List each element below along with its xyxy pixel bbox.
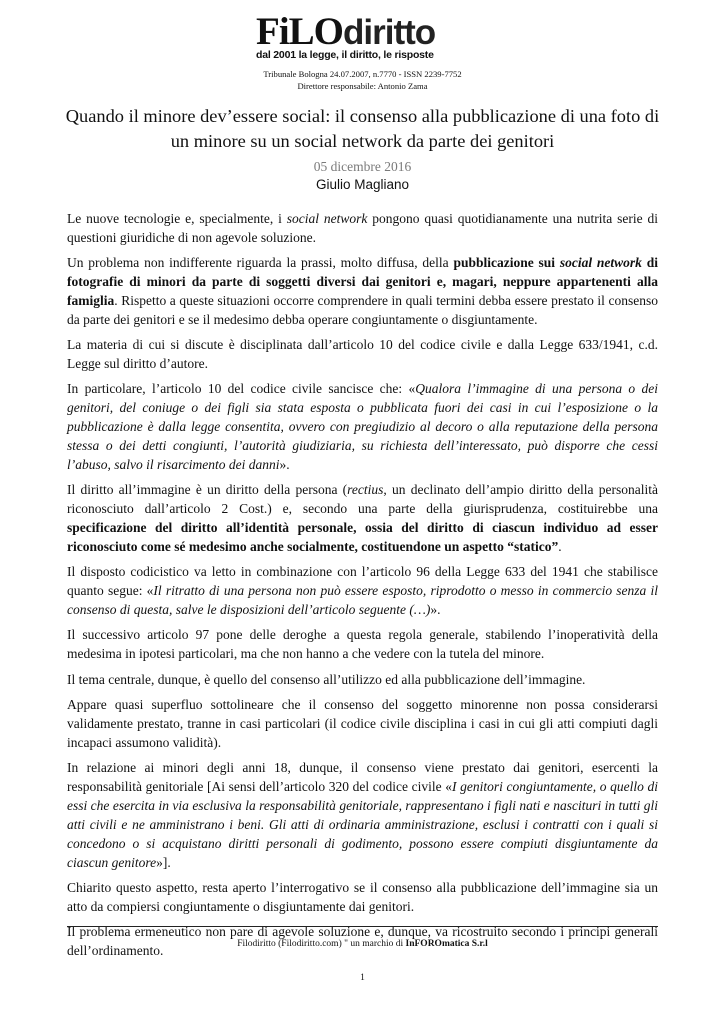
paragraph-text: Le nuove tecnologie e, specialmente, i <box>67 211 287 226</box>
paragraph-text: , un declinato dell’ampio diritto della personalità riconosciuto dall’articolo 2 Cost.) e, secondo una parte della giurisprudenza, costituirebbe una <box>67 482 658 517</box>
body-paragraph <box>67 254 658 330</box>
footer-brand: InFOROmatica S.r.l <box>405 939 488 949</box>
page-footer <box>0 939 725 949</box>
emphasis-text: di fotografie di minori da parte di soggetti diversi dai genitori e, magari, neppure appartenenti alla famiglia <box>67 255 659 309</box>
emphasis-text: Il ritratto di una persona non può essere esposto, riprodotto o messo in commercio senza il consenso di questa, salve le disposizioni dell’articolo seguente (…) <box>67 583 659 618</box>
paragraph-text: ». <box>430 602 441 618</box>
body-paragraph <box>67 879 658 917</box>
registration-info <box>0 68 725 92</box>
paragraph-text: In particolare, l’articolo 10 del codice civile sancisce che: « <box>67 381 416 397</box>
paragraph-text: Il tema centrale, dunque, è quello del consenso all’utilizzo ed alla pubblicazione dell’immagine. <box>67 671 586 687</box>
article-date: 05 dicembre 2016 <box>313 159 412 174</box>
page-number: 1 <box>360 973 365 983</box>
paragraph-text: . Rispetto a queste situazioni occorre comprendere in quali termini debba essere prestato il consenso da parte dei genitori e se il medesimo debba operare congiuntamente o disgiuntamente. <box>67 293 658 327</box>
paragraph-text: »]. <box>156 854 171 870</box>
registration-line: Tribunale Bologna 24.07.2007, n.7770 - ISSN 2239-7752 <box>263 69 462 79</box>
paragraph-text: pongono quasi quotidianamente una nutrita serie di questioni giuridiche di non agevole soluzione. <box>67 211 658 245</box>
paragraph-text: Il disposto codicistico va letto in combinazione con l’articolo 96 della Legge 633 del 1941 che stabilisce quanto segue: « <box>67 564 658 599</box>
body-paragraph <box>67 563 658 620</box>
emphasis-text: social network <box>559 255 642 271</box>
director-line: Direttore responsabile: Antonio Zama <box>297 81 428 91</box>
paragraph-text: ». <box>279 457 290 473</box>
article-title: Quando il minore dev’essere social: il consenso alla pubblicazione di una foto di un minore su un social network da parte dei genitori <box>65 106 660 151</box>
paragraph-text: Chiarito questo aspetto, resta aperto l’interrogativo se il consenso alla pubblicazione dell’immagine sia un atto da compiersi congiuntamente o disgiuntamente dai genitori. <box>67 879 658 914</box>
emphasis-text: social network <box>286 211 368 226</box>
paragraph-text: La materia di cui si discute è disciplinata dall’articolo 10 del codice civile e dalla Legge 633/1941, c.d. Legge sul diritto d’autore. <box>67 337 658 372</box>
masthead-logo <box>256 12 496 61</box>
body-paragraph <box>67 696 658 753</box>
footer-divider <box>67 926 658 927</box>
paragraph-text: . <box>558 539 562 555</box>
paragraph-text: Il problema ermeneutico non pare di agevole soluzione e, dunque, va ricostruito secondo i principi generali dell’ordinamento. <box>67 924 658 959</box>
body-paragraph <box>67 210 658 248</box>
body-paragraph <box>67 759 658 872</box>
article-body <box>67 210 658 967</box>
logo-filo: FiLO <box>256 10 344 53</box>
article-author: Giulio Magliano <box>315 177 410 192</box>
logo-diritto: diritto <box>343 13 436 52</box>
body-paragraph <box>67 336 658 374</box>
emphasis-text: I genitori congiuntamente, o quello di essi che esercita in via esclusiva la responsabilità genitoriale, rappresentano i figli nati e nascituri in tutti gli atti civili e ne amministrano i beni. Gli atti di ordinaria amministrazione, esclusi i contratti con i quali si concedono o si acquistano diritti personali di godimento, possono essere compiuti disgiuntamente da ciascun genitore <box>67 778 658 870</box>
logo-tagline: dal 2001 la legge, il diritto, le risposte <box>256 49 434 61</box>
emphasis-text: rectius <box>347 482 384 498</box>
body-paragraph <box>67 380 658 475</box>
body-paragraph <box>67 626 658 664</box>
emphasis-text: Qualora l’immagine di una persona o dei genitori, del coniuge o dei figli sia stata esposta o pubblicata fuori dei casi in cui l’esposizione o la pubblicazione è dalla legge consentita, ovvero con pregiudizio al decoro o alla reputazione della persona stessa o dei detti congiunti, l’autorità giudiziaria, su richiesta dell’interessato, può disporre che cessi l’abuso, salvo il risarcimento dei danni <box>67 381 658 473</box>
body-paragraph <box>67 671 658 690</box>
paragraph-text: Il successivo articolo 97 pone delle deroghe a questa regola generale, stabilendo l’inoperatività della medesima in ipotesi particolari, ma che non hanno a che vedere con la tutela del minore. <box>67 627 658 662</box>
emphasis-text: specificazione del diritto all’identità personale, ossia del diritto di ciascun individuo ad esser riconosciuto come sé medesimo anche socialmente, costituendone un aspetto “statico” <box>67 520 658 555</box>
footer-text: Filodiritto (Filodiritto.com) " un marchio di <box>237 939 406 949</box>
body-paragraph <box>67 481 658 557</box>
paragraph-text: In relazione ai minori degli anni 18, dunque, il consenso viene prestato dai genitori, esercenti la responsabilità genitoriale [Ai sensi dell’articolo 320 del codice civile « <box>67 760 658 794</box>
paragraph-text: Un problema non indifferente riguarda la prassi, molto diffusa, della <box>67 255 454 271</box>
paragraph-text: Il diritto all’immagine è un diritto della persona ( <box>67 482 348 498</box>
emphasis-text: pubblicazione sui <box>453 255 560 271</box>
logo-wordmark <box>256 12 496 51</box>
paragraph-text: Appare quasi superfluo sottolineare che il consenso del soggetto minorenne non possa considerarsi validamente prestato, tranne in casi particolari (il codice civile disciplina i casi in cui gli atti compiuti dagli incapaci assumono validità). <box>67 696 658 750</box>
